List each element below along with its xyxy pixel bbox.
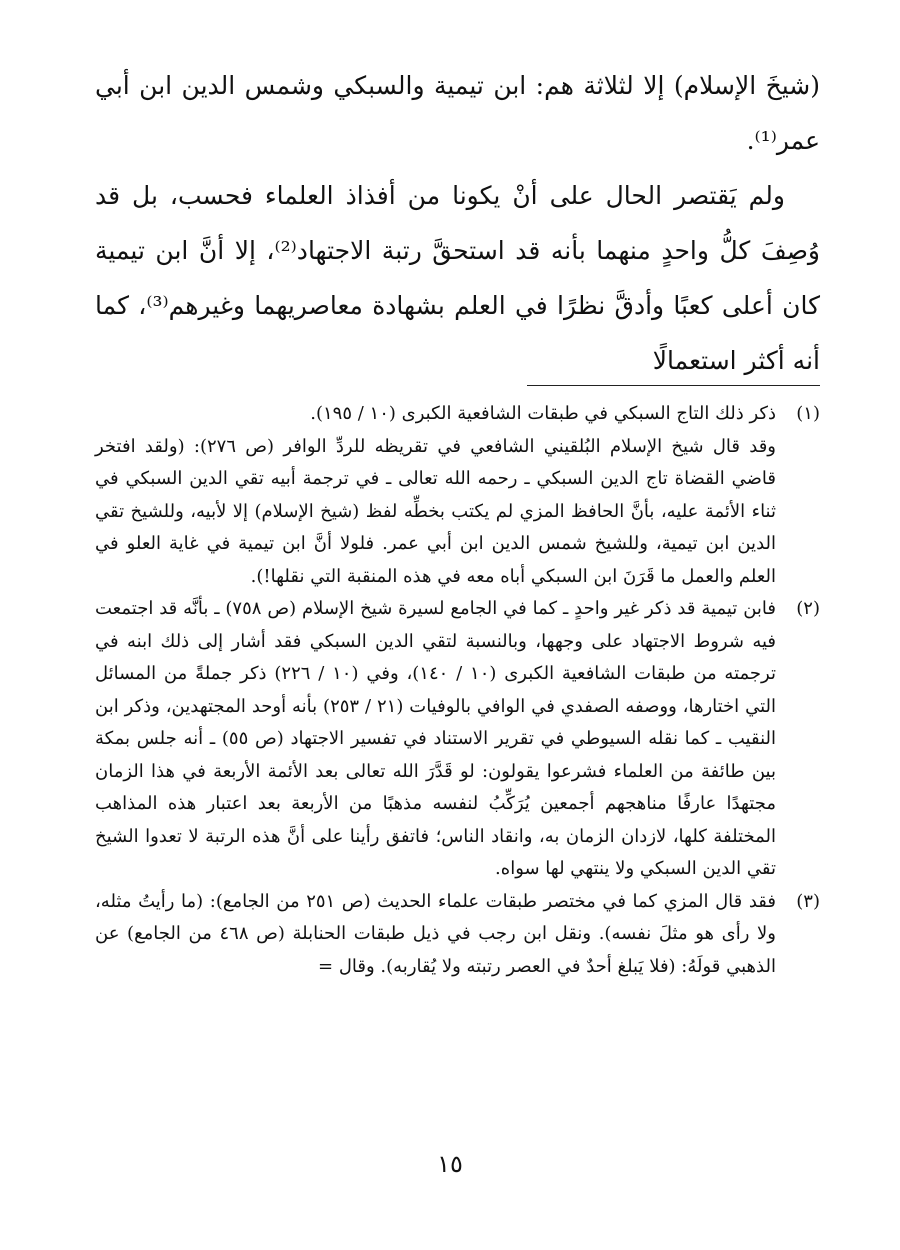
footnote-2 bbox=[95, 593, 820, 886]
footnote-number: (١) bbox=[796, 403, 820, 424]
page-number: ١٥ bbox=[437, 1150, 463, 1178]
footnotes bbox=[95, 398, 820, 983]
footnote-text bbox=[95, 398, 776, 431]
footnote-1 bbox=[95, 398, 820, 431]
body-text bbox=[95, 58, 820, 388]
footnote-text: فابن تيمية قد ذكر غير واحدٍ ـ كما في الجامع لسيرة شيخ الإسلام (ص ٧٥٨) ـ بأنَّه قد اجتمعت فيه شروط الاجتهاد على وجهها، وبالنسبة لتقي الدين السبكي فقد أشار إلى ذلك ابنه في ترجمته من طبقات الشافعية الكبرى (١٠ / ١٤٠)، وفي (١٠ / ٢٢٦) ذكر جملةً من المسائل التي اختارها، ووصفه الصفدي في الوافي بالوفيات (٢١ / ٢٥٣) بأنه أوحد المجتهدين، وذكر ابن النقيب ـ كما نقله السيوطي في تقرير الاستناد في تفسير الاجتهاد (ص ٥٥) ـ أنه جلس بمكة بين طائفة من العلماء فشرعوا يقولون: لو قَدَّرَ الله تعالى بعد الأئمة الأربعة في هذا الزمان مجتهدًا عارفًا مناهجهم أجمعين يُرَكِّبُ لنفسه مذهبًا من الأربعة بعد اعتبار هذه المذاهب المختلفة كلها، لازدان الزمان به، وانقاد الناس؛ فاتفق رأينا على أنَّ هذه الرتبة لا تعدوا الشيخ تقي الدين السبكي ولا ينتهي لها سواه. bbox=[95, 598, 777, 879]
main-text bbox=[95, 58, 820, 388]
footnote-line: ذكر ذلك التاج السبكي في طبقات الشافعية الكبرى (١٠ / ١٩٥). bbox=[310, 403, 776, 424]
paragraph-2: ولم يَقتصر الحال على أنْ يكونا من أفذاذ العلماء فحسب، بل قد وُصِفَ كلُّ واحدٍ منهما بأنه قد استحقَّ رتبة الاجتهاد⁽²⁾، إلا أنَّ ابن تيمية كان أعلى كعبًا وأدقَّ نظرًا في العلم بشهادة معاصريهما وغيرهم⁽³⁾، كما أنه أكثر استعمالًا bbox=[95, 181, 820, 375]
footnote-number: (٢) bbox=[796, 598, 820, 619]
footnote-divider bbox=[527, 385, 820, 386]
footnote-text: فقد قال المزي كما في مختصر طبقات علماء الحديث (ص ٢٥١ من الجامع): (ما رأيتُ مثله، ولا رأى هو مثلَ نفسه). ونقل ابن رجب في ذيل طبقات الحنابلة (ص ٤٦٨ من الجامع) عن الذهبي قولَهُ: (فلا يَبلغ أحدٌ في العصر رتبته ولا يُقاربه). وقال = bbox=[95, 890, 776, 977]
paragraph-1: (شيخَ الإسلام) إلا لثلاثة هم: ابن تيمية والسبكي وشمس الدين ابن أبي عمر⁽¹⁾. bbox=[95, 71, 820, 155]
footnote-number: (٣) bbox=[796, 890, 820, 912]
footnote-1-continuation: وقد قال شيخ الإسلام البُلقيني الشافعي في تقريظه للردِّ الوافر (ص ٢٧٦): (ولقد افتخر قاضي القضاة تاج الدين السبكي ـ رحمه الله تعالى ـ في ترجمة أبيه تقي الدين السبكي في ثناء الأئمة عليه، بأنَّ الحافظ المزي لم يكتب بخطِّه لفظ (شيخ الإسلام) إلا لأبيه، وللشيخ تقي الدين ابن تيمية، وللشيخ شمس الدين ابن أبي عمر. فلولا أنَّ ابن تيمية في غاية العلو في العلم والعمل ما قَرَنَ ابن السبكي أباه معه في هذه المنقبة التي نقلها!). bbox=[95, 435, 777, 587]
footnote-3 bbox=[95, 886, 820, 984]
